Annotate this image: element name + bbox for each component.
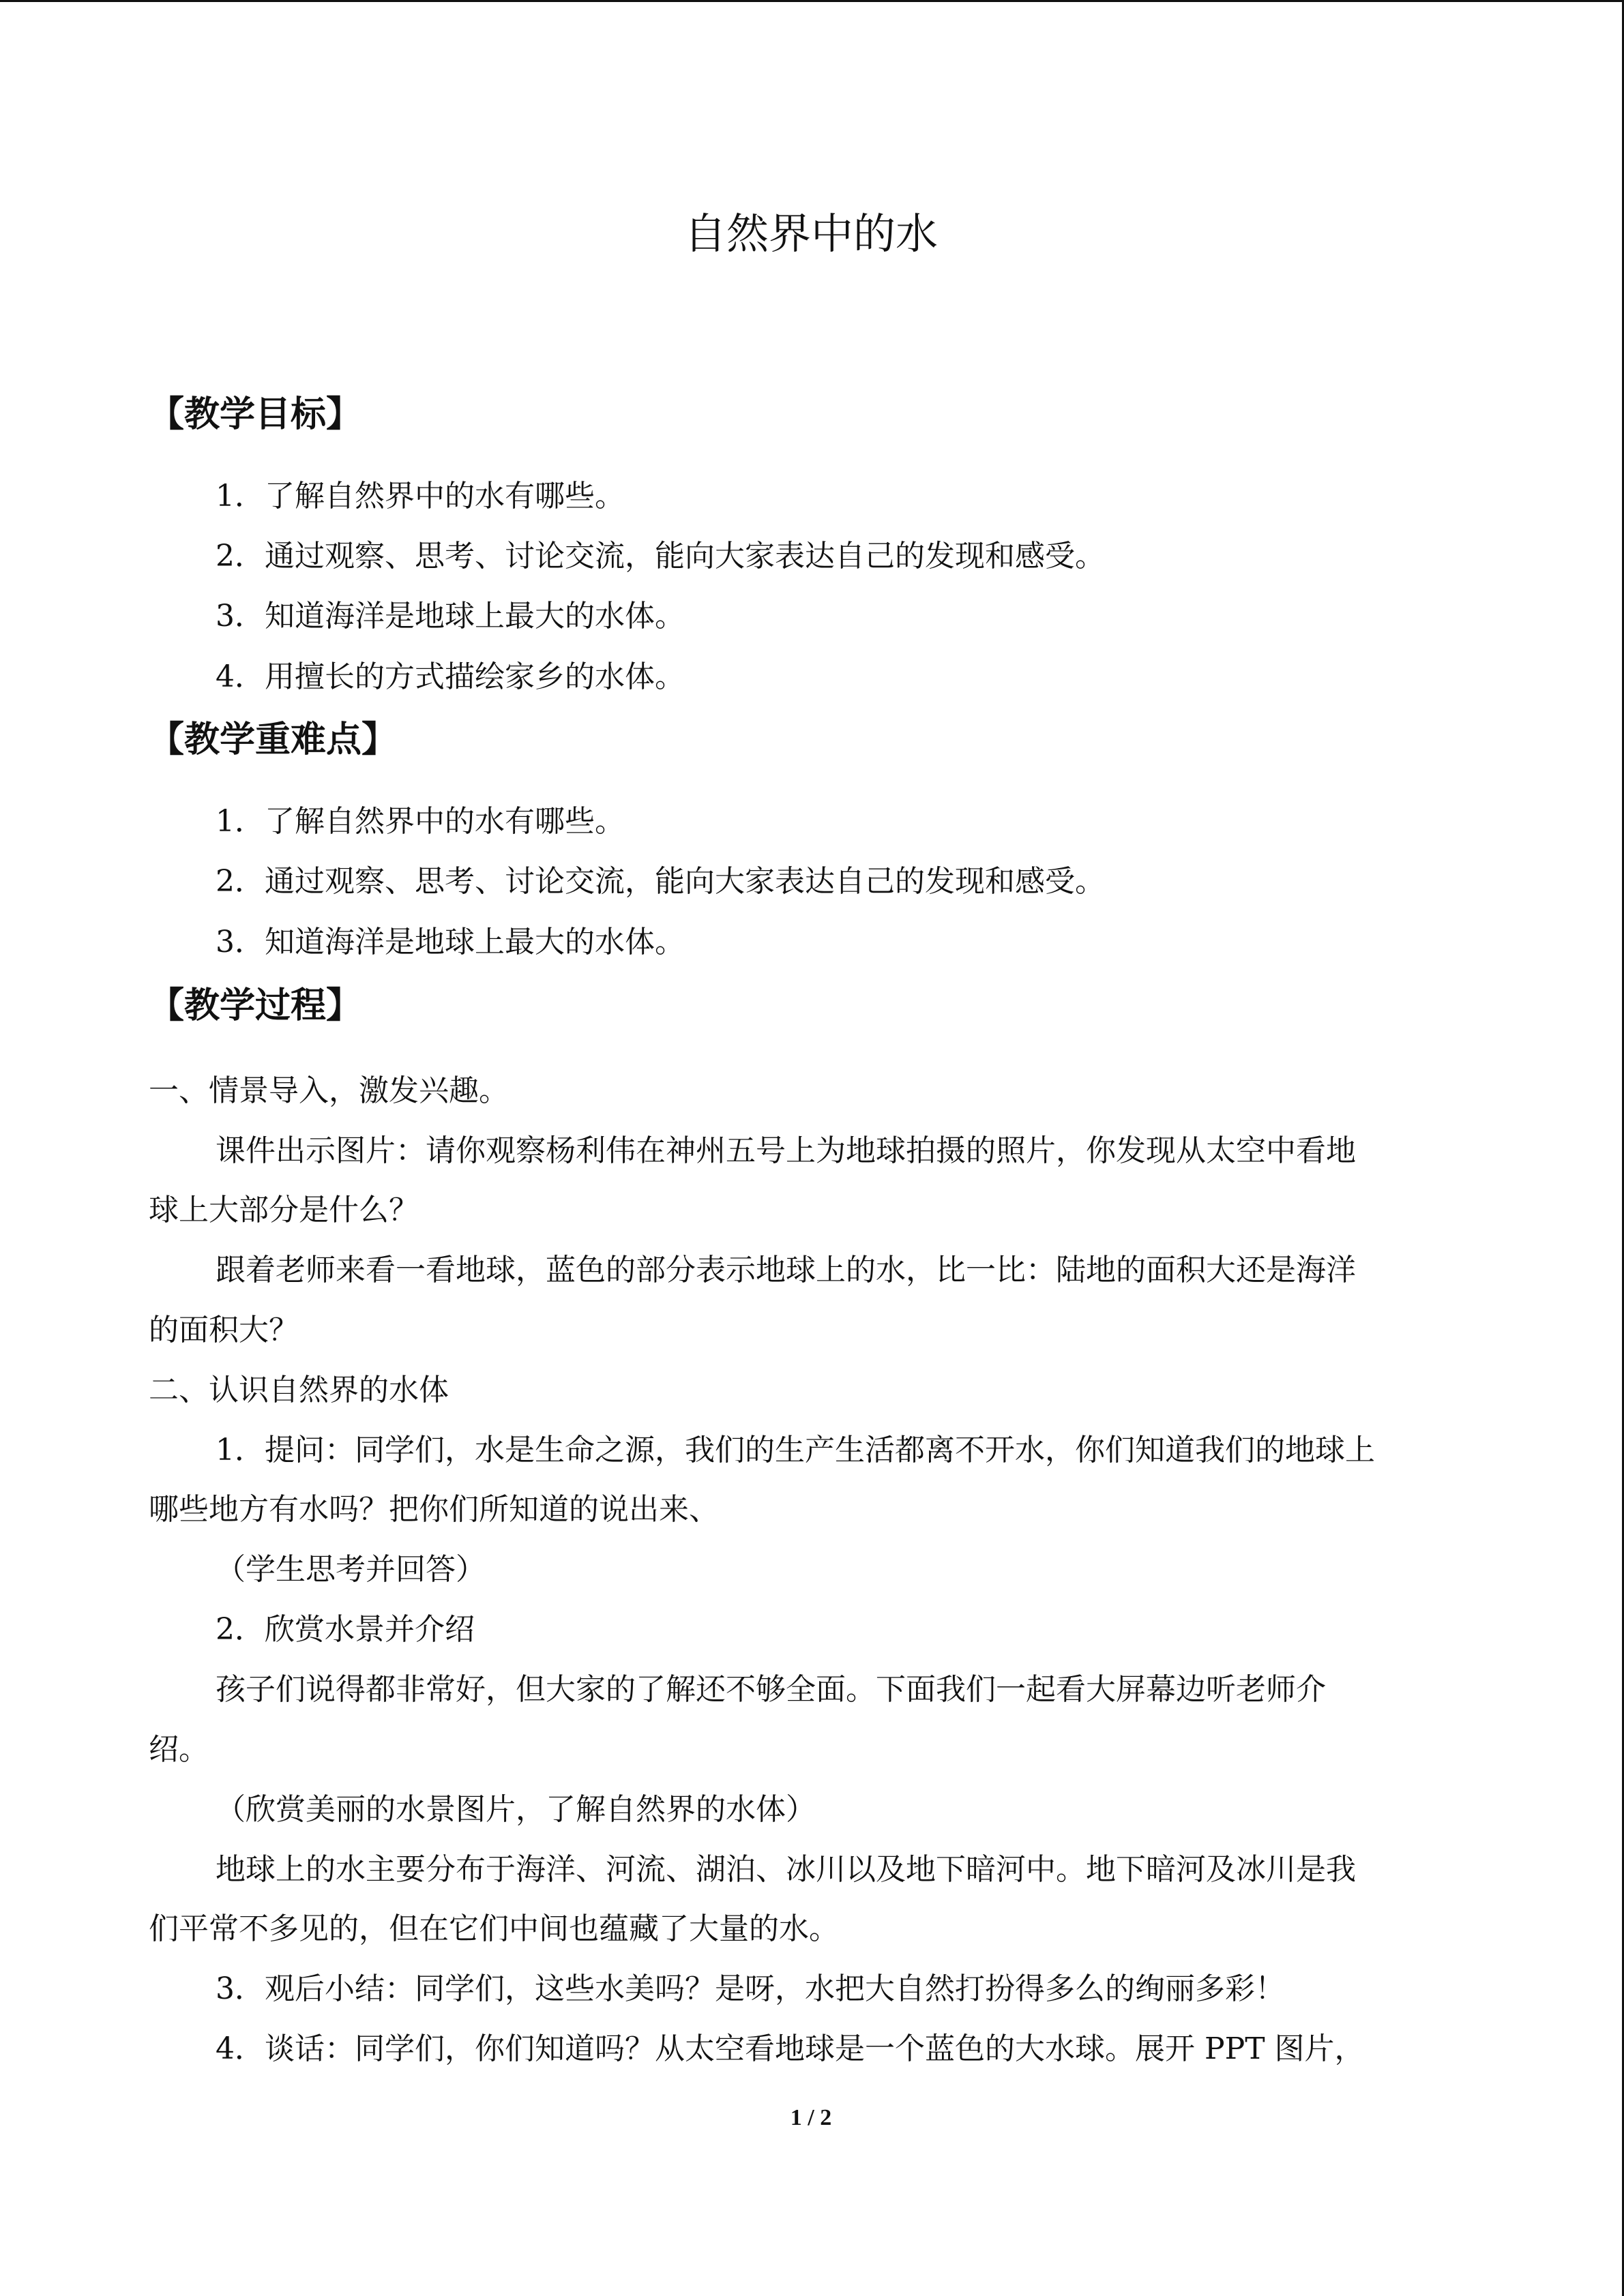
page-number: 1 / 2 — [790, 2105, 832, 2130]
process-line: 的面积大？ — [149, 1313, 299, 1347]
process-line: 孩子们说得都非常好，但大家的了解还不够全面。下面我们一起看大屏幕边听老师介 — [216, 1672, 1326, 1707]
process-line: 哪些地方有水吗？把你们所知道的说出来、 — [149, 1492, 719, 1527]
goal-item: 4．用擅长的方式描绘家乡的水体。 — [216, 659, 685, 694]
process-line: 1．提问：同学们，水是生命之源，我们的生产生活都离不开水，你们知道我们的地球上 — [216, 1433, 1375, 1467]
goal-item: 3．知道海洋是地球上最大的水体。 — [216, 599, 685, 633]
process-line: 课件出示图片：请你观察杨利伟在神州五号上为地球拍摄的照片，你发现从太空中看地 — [216, 1133, 1356, 1168]
process-line: （学生思考并回答） — [216, 1552, 486, 1587]
process-line: 跟着老师来看一看地球，蓝色的部分表示地球上的水，比一比：陆地的面积大还是海洋 — [216, 1253, 1356, 1287]
key-point-item: 3．知道海洋是地球上最大的水体。 — [216, 925, 685, 959]
heading-key-points: 【教学重难点】 — [149, 719, 398, 760]
process-line: （欣赏美丽的水景图片，了解自然界的水体） — [216, 1792, 816, 1827]
heading-goals: 【教学目标】 — [149, 394, 362, 435]
process-line: 绍。 — [149, 1732, 209, 1767]
process-line: 2．欣赏水景并介绍 — [216, 1612, 475, 1647]
goal-item: 1．了解自然界中的水有哪些。 — [216, 479, 625, 513]
heading-process: 【教学过程】 — [149, 985, 362, 1026]
key-point-item: 2．通过观察、思考、讨论交流，能向大家表达自己的发现和感受。 — [216, 864, 1105, 899]
process-line: 一、情景导入，激发兴趣。 — [149, 1073, 509, 1108]
process-line: 4．谈话：同学们，你们知道吗？从太空看地球是一个蓝色的大水球。展开 PPT 图片， — [216, 2031, 1365, 2066]
process-line: 们平常不多见的，但在它们中间也蕴藏了大量的水。 — [149, 1911, 839, 1946]
page-title: 自然界中的水 — [683, 209, 938, 258]
process-line: 地球上的水主要分布于海洋、河流、湖泊、冰川以及地下暗河中。地下暗河及冰川是我 — [216, 1852, 1356, 1887]
goal-item: 2．通过观察、思考、讨论交流，能向大家表达自己的发现和感受。 — [216, 539, 1105, 573]
key-point-item: 1．了解自然界中的水有哪些。 — [216, 804, 625, 839]
process-line: 球上大部分是什么？ — [149, 1193, 419, 1227]
process-line: 3．观后小结：同学们，这些水美吗？是呀，水把大自然打扮得多么的绚丽多彩！ — [216, 1971, 1285, 2006]
process-line: 二、认识自然界的水体 — [149, 1373, 449, 1407]
